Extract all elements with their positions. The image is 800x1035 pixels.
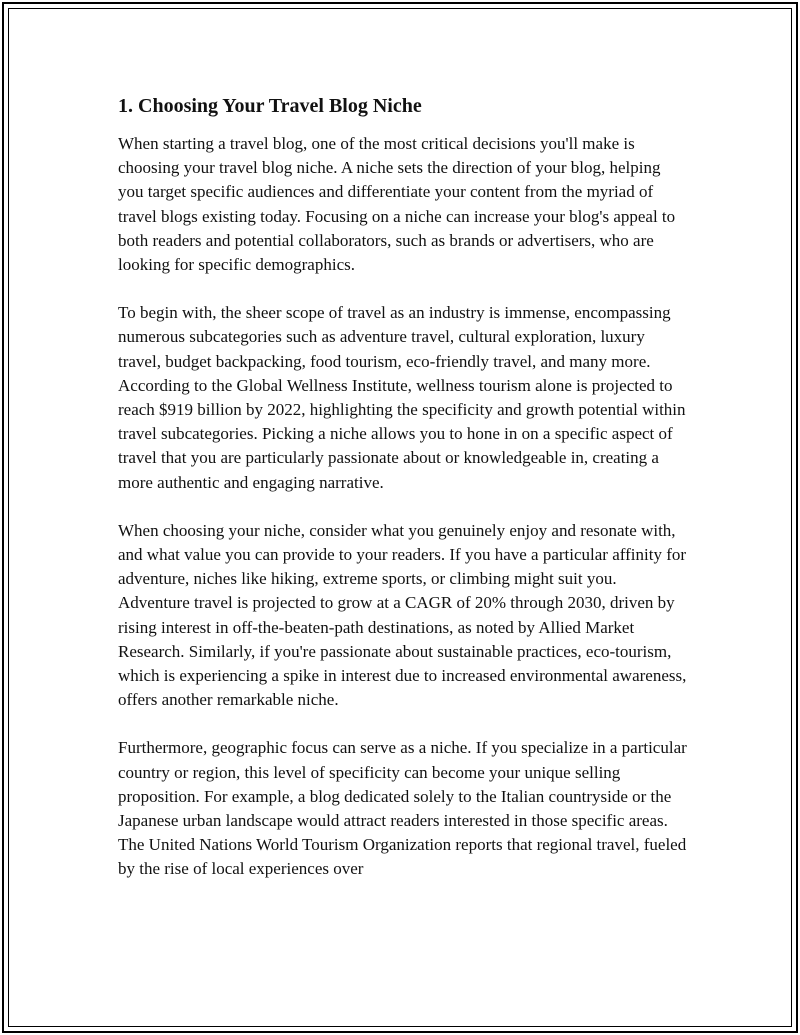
paragraph-1: When starting a travel blog, one of the most critical decisions you'll make is choosing your travel blog niche. A niche sets the direction of your blog, helping you target specific audiences and differentiate your content from the myriad of travel blogs existing today. Focusing on a niche can increase your blog's appeal to both readers and potential collaborators, such as brands or advertisers, who are looking for specific demographics. — [118, 134, 676, 275]
document-body — [118, 92, 688, 906]
paragraph-3: When choosing your niche, consider what you genuinely enjoy and resonate with, and what value you can provide to your readers. If you have a particular affinity for adventure, niches like hiking, extreme sports, or climbing might suit you. Adventure travel is projected to grow at a CAGR of 20% through 2030, driven by rising interest in off-the-beaten-path destinations, as noted by Allied Market Research. Similarly, if you're passionate about sustainable practices, eco-tourism, which is experiencing a spike in interest due to increased environmental awareness, offers another remarkable niche. — [118, 520, 687, 710]
paragraph-4: Furthermore, geographic focus can serve as a niche. If you specialize in a particular country or region, this level of specificity can become your unique selling proposition. For example, a blog dedicated solely to the Italian countryside or the Japanese urban landscape would attract readers interested in those specific areas. The United Nations World Tourism Organization reports that regional travel, fueled by the rise of local experiences over — [118, 738, 687, 879]
paragraph-2: To begin with, the sheer scope of travel as an industry is immense, encompassing numerous subcategories such as adventure travel, cultural exploration, luxury travel, budget backpacking, food tourism, eco-friendly travel, and many more. According to the Global Wellness Institute, wellness tourism alone is projected to reach $919 billion by 2022, highlighting the specificity and growth potential within travel subcategories. Picking a niche allows you to hone in on a specific aspect of travel that you are particularly passionate about or knowledgeable in, creating a more authentic and engaging narrative. — [118, 303, 686, 492]
section-heading: 1. Choosing Your Travel Blog Niche — [118, 95, 422, 117]
